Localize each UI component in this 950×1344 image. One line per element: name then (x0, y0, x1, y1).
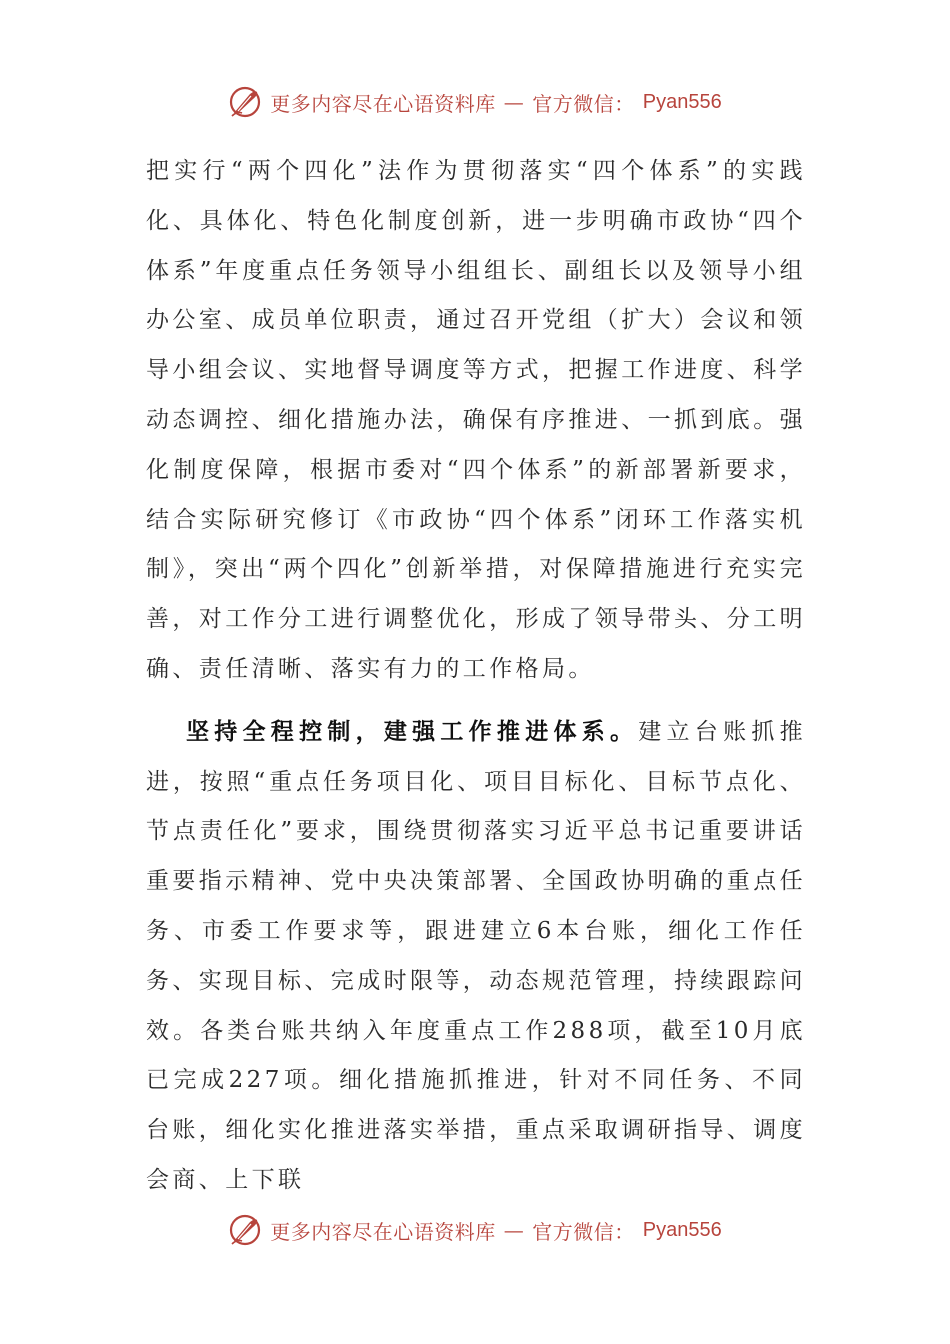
paragraph-2-heading: 坚持全程控制，建强工作推进体系。 (186, 717, 639, 745)
footer-wechat-id: Pyan556 (642, 1218, 722, 1241)
header-wechat-id: Pyan556 (642, 90, 722, 113)
footer-dash: — (503, 1218, 525, 1242)
header-wechat-label: 官方微信： (532, 91, 635, 116)
header-banner (0, 82, 950, 122)
document-body (146, 147, 806, 1206)
footer-site-text: 更多内容尽在心语资料库 (270, 1219, 496, 1244)
header-dash: — (503, 90, 525, 114)
quill-pen-logo-icon (228, 1213, 262, 1247)
paragraph-1: 把实行“两个四化”法作为贯彻落实“四个体系”的实践化、具体化、特色化制度创新，进一步明确市政协“四个体系”年度重点任务领导小组组长、副组长以及领导小组办公室、成员单位职责，通过召开党组（扩大）会议和领导小组会议、实地督导调度等方式，把握工作进度、科学动态调控、细化措施办法，确保有序推进、一抓到底。强化制度保障，根据市委对“四个体系”的新部署新要求，结合实际研究修订《市政协“四个体系”闭环工作落实机制》，突出“两个四化”创新举措，对保障措施进行充实完善，对工作分工进行调整优化，形成了领导带头、分工明确、责任清晰、落实有力的工作格局。 (146, 158, 806, 682)
paragraph-2 (146, 707, 806, 1206)
paragraph-2-text: 建立台账抓推进，按照“重点任务项目化、项目目标化、目标节点化、节点责任化”要求，围绕贯彻落实习近平总书记重要讲话重要指示精神、党中央决策部署、全国政协明确的重点任务、市委工作要求等，跟进建立6本台账，细化工作任务、实现目标、完成时限等，动态规范管理，持续跟踪问效。各类台账共纳入年度重点工作288项，截至10月底已完成227项。细化措施抓推进，针对不同任务、不同台账，细化实化推进落实举措，重点采取调研指导、调度会商、上下联 (146, 718, 806, 1193)
footer-wechat-label: 官方微信： (532, 1219, 635, 1244)
header-site-text: 更多内容尽在心语资料库 (270, 91, 496, 116)
quill-pen-logo-icon (228, 85, 262, 119)
footer-banner (0, 1210, 950, 1250)
